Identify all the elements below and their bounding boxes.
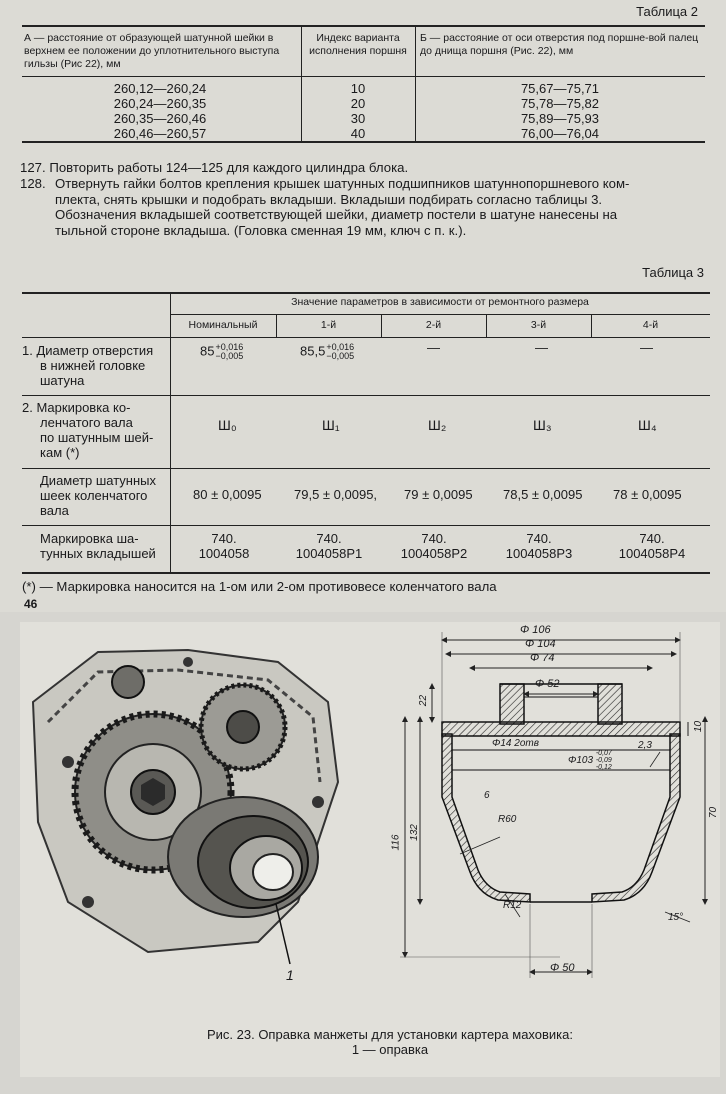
table3-row2-r1: Ш₁ — [322, 417, 340, 433]
dim-d104: Φ 104 — [525, 638, 556, 650]
table3-row4-label: Маркировка ша- тунных вкладышей — [40, 531, 156, 561]
table3-row1-r3: — — [535, 340, 548, 355]
table3-row1-r1: 85,5 +0,016 −0,005 — [300, 342, 355, 361]
dim-d52: Φ 52 — [535, 678, 560, 690]
step-128-text: Отвернуть гайки болтов крепления крышек шатунных подшипников шатуннопоршневого ком- плекта, снять крышки и подобрать вкладыши. Вкладыши подбирать согласно таблицы 3. Обозначения вкладышей соответствующей шейки, диаметр постели в шатуне нанесены на тыльной стороне вкладыша. (Головка сменная 19 мм, ключ с п. к.). — [55, 176, 630, 238]
figure-callout-1: 1 — [286, 967, 294, 983]
table3-row4-r3: 740. 1004058Р3 — [505, 531, 573, 561]
table2-caption: Таблица 2 — [636, 4, 698, 19]
dim-angle: 15° — [668, 912, 684, 923]
table3-col-2: 2-й — [425, 319, 442, 331]
figure-caption: Рис. 23. Оправка манжеты для установки картера маховика: 1 — оправка — [206, 1027, 573, 1057]
table2-col-index: 10 20 30 40 — [350, 81, 366, 141]
page-number: 46 — [24, 597, 38, 611]
engine-illustration — [28, 642, 348, 1002]
table2-header-b: Б — расстояние от оси отверстия под поршне-вой палец до днища поршня (Рис. 22), мм — [420, 32, 699, 57]
table3-group-header: Значение параметров в зависимости от ремонтного размера — [291, 296, 589, 308]
table3-caption: Таблица 3 — [642, 265, 704, 280]
dim-h70: 70 — [708, 806, 720, 819]
table3-row3-r1: 79,5 ± 0,0095, — [294, 487, 378, 502]
dim-d74: Φ 74 — [530, 652, 555, 664]
document-page-figure — [20, 622, 720, 1077]
table3-col-nominal: Номинальный — [188, 319, 258, 331]
table3-row2-label: 2. Маркировка ко- ленчатого вала по шатунным шей- кам (*) — [22, 400, 154, 460]
table3-row2-r3: Ш₃ — [533, 417, 552, 433]
dim-h22: 22 — [418, 694, 430, 707]
table3-row2-nominal: Ш₀ — [218, 417, 237, 433]
table3-row4-r1: 740. 1004058Р1 — [295, 531, 363, 561]
table3-row3-r3: 78,5 ± 0,0095 — [503, 487, 583, 502]
table2-header-a: А — расстояние от образующей шатунной шейки в верхнем ее положении до уплотнительного выступа гильзы (Рис 22), мм — [24, 32, 280, 70]
table3-row3-nominal: 80 ± 0,0095 — [193, 487, 262, 502]
table3-row3-label: Диаметр шатунных шеек коленчатого вала — [40, 473, 157, 518]
table3-row1-r4: — — [640, 340, 653, 355]
dim-chamfer: 2,3 — [638, 740, 652, 751]
dim-h10: 10 — [693, 720, 705, 733]
table2-col-a: 260,12—260,24 260,24—260,35 260,35—260,46 260,46—260,57 — [113, 81, 207, 141]
table3-col-1: 1-й — [320, 319, 337, 331]
dim-r60: R60 — [498, 814, 517, 825]
table3-row1-nominal: 85 +0,016 −0,005 — [200, 342, 244, 361]
dim-d50: Φ 50 — [550, 962, 575, 974]
dim-d103: Φ103 -0,07 -0,09 -0,12 — [568, 750, 612, 771]
table3-row2-r2: Ш₂ — [428, 417, 447, 433]
step-128-num: 128. — [20, 176, 46, 191]
table3-row1-label: 1. Диаметр отверстия в нижней головке шатуна — [22, 343, 154, 388]
table3-row4-r4: 740. 1004058Р4 — [618, 531, 686, 561]
dim-holes: Φ14 2отв — [492, 738, 539, 749]
dim-r12: R12 — [503, 900, 522, 911]
table3-row4-nominal: 740. 1004058 — [198, 531, 250, 561]
dim-h116: 116 — [390, 834, 402, 851]
table2-header-index: Индекс варианта исполнения поршня — [309, 32, 407, 57]
table2-col-b: 75,67—75,71 75,78—75,82 75,89—75,93 76,00—76,04 — [520, 81, 600, 141]
table3-footnote: (*) — Маркировка наносится на 1-ом или 2-ом противовесе коленчатого вала — [22, 579, 497, 594]
dim-h132: 132 — [408, 824, 420, 841]
dim-d106: Φ 106 — [520, 624, 551, 636]
table3-row4-r2: 740. 1004058Р2 — [400, 531, 468, 561]
dim-wall: 6 — [484, 790, 490, 801]
step-127: 127. Повторить работы 124—125 для каждого цилиндра блока. — [20, 160, 409, 175]
table3-row3-r2: 79 ± 0,0095 — [404, 487, 473, 502]
table3-col-4: 4-й — [642, 319, 659, 331]
table3-row2-r4: Ш₄ — [638, 417, 657, 433]
table3-row3-r4: 78 ± 0,0095 — [613, 487, 682, 502]
table3-col-3: 3-й — [530, 319, 547, 331]
table3-row1-r2: — — [427, 340, 440, 355]
